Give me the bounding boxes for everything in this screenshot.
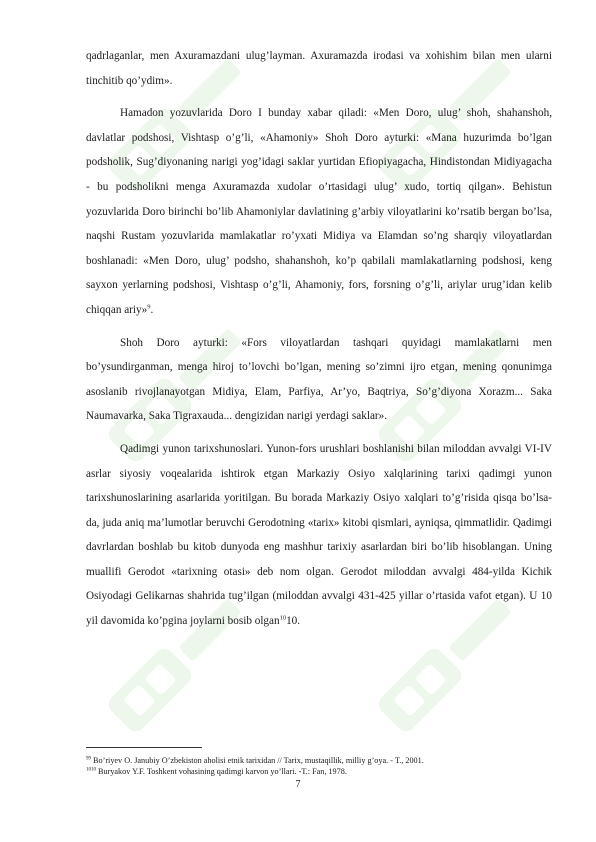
paragraph-1 — [86, 44, 552, 93]
footnote-9-text: Bo’riyev O. Janubiy O’zbekiston aholisi etnik tarixidan // Tarix, mustaqillik, milliy g’oya. - T., 2001. — [91, 756, 424, 765]
paragraph-3-text: Shoh Doro ayturki: «Fors viloyatlardan tashqari quyidagi mamlakatlarni men bo’ysundirganman, menga hiroj to’lovchi bo’lgan, mening so’zimni ijro etgan, mening qonunimga asoslanib rivojlanayotgan Midiya, Elam, Parfiya, Ar’yo, Baqtriya, So’g’diyona Xorazm... Saka Naumavarka, Saka Tigraxauda... dengizidan narigi yerdagi saklar». — [86, 336, 552, 423]
footnote-ref-10[interactable]: 10 — [279, 614, 287, 622]
paragraph-4-text: Qadimgi yunon tarixshunoslari. Yunon-fors urushlari boshlanishi bilan miloddan avvalgi VI-IV asrlar siyosiy voqealarida ishtirok etgan Markaziy Osiyo xalqlarining tarixi qadimgi yunon tarixshunoslarining asarlarida yoritilgan. Bu borada Markaziy Osiyo xalqlari to’g’risida qisqa bo’lsa-da, juda aniq ma’lumotlar beruvchi Gerodotning «tarix» kitobi qismlari, ayniqsa, qimmatlidir. Qadimgi davrlardan boshlab bu kitob dunyoda eng mashhur tarixiy asarlardan biri bo’lib hisoblangan. Uning muallifi Gerodot «tarixning otasi» deb nom olgan. Gerodot miloddan avvalgi 484-yilda Kichik Osiyodagi Gelikarnas shahrida tug’ilgan (miloddan avvalgi 431-425 yillar o’rtasida vafot etgan). U 10 yil davomida ko’pgina joylarni bosib olgan — [86, 442, 552, 628]
paragraph-4-tail: 10. — [286, 615, 301, 628]
paragraph-2-text: Hamadon yozuvlarida Doro I bunday xabar qiladi: «Men Doro, ulug’ shoh, shahanshoh, davlatlar podshosi, Vishtasp o’g’li, «Ahamoniy» Shoh Doro ayturki: «Mana huzurimda bo’lgan podsholik, Sug’diyonaning narigi yog’idagi saklar yurtidan Efiopiyagacha, Hindistondan Midiyagacha - bu podsholikni menga Axuramazda xudolar o’rtasidagi ulug’ xudo, tortiq qilgan». Behistun yozuvlarida Doro birinchi bo’lib Ahamoniylar davlatining g’arbiy viloyatlarini ko’rsatib bergan bo’lsa, naqshi Rustam yozuvlarida mamlakatlar ro’yxati Midiya va Elamdan so’ng sharqiy viloyatlardan boshlanadi: «Men Doro, ulug’ podsho, shahanshoh, ko’p qabilali mamlakatlarning podshosi, keng sayxon yerlarning podshosi, Vishtasp o’g’li, Ahamoniy, fors, forsning o’g’li, ariylar urug’idan kelib chiqqan ariy» — [86, 107, 552, 316]
footnote-10-text: Buryakov Y.F. Toshkent vohasining qadimgi karvon yo’llari. -T.: Fan, 1978. — [96, 767, 347, 776]
paragraph-4 — [86, 437, 552, 634]
footnotes — [86, 755, 556, 777]
footnote-divider — [86, 747, 202, 748]
footnote-10 — [86, 766, 556, 777]
paragraph-2-tail: . — [150, 303, 154, 316]
body-text — [86, 44, 552, 642]
footnote-9 — [86, 755, 556, 766]
footnote-10-mark: 1010 — [86, 767, 96, 773]
paragraph-3 — [86, 331, 552, 429]
footnote-ref-9[interactable]: 9 — [147, 303, 151, 311]
paragraph-2 — [86, 101, 552, 322]
page-number: 7 — [295, 779, 301, 790]
footnote-9-mark: 99 — [86, 756, 91, 762]
paragraph-1-text: qadrlaganlar, men Axuramazdani ulug’layman. Axuramazda irodasi va xohishim bilan men ularni tinchitib qo’ydim». — [86, 50, 552, 87]
